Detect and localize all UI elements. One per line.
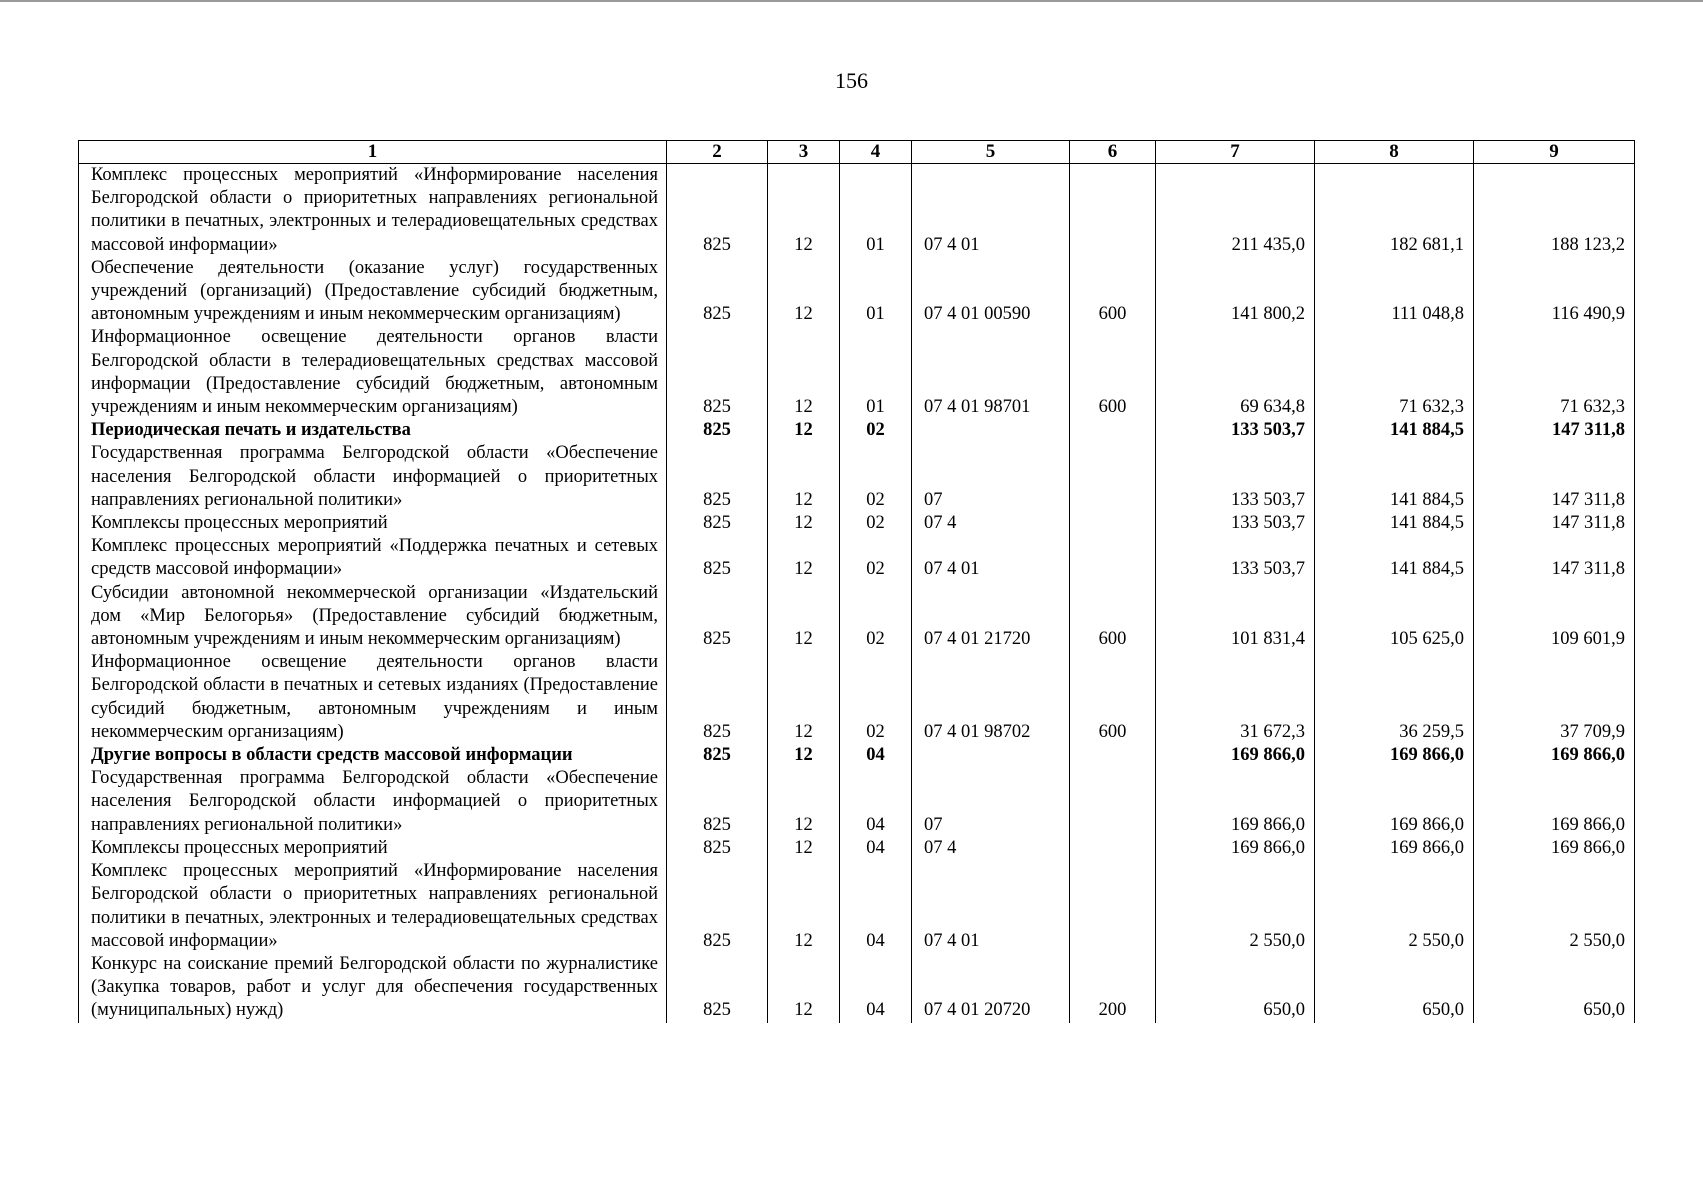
table-row: [79, 582, 1635, 652]
table-row: [79, 164, 1635, 257]
row-amount-col7-cell: 101 831,4: [1156, 582, 1315, 652]
row-target-article-cell: 07: [912, 442, 1070, 512]
row-amount-col7-cell: 133 503,7: [1156, 419, 1315, 442]
row-expense-type-cell: 600: [1070, 326, 1156, 419]
row-target-article-cell: 07: [912, 767, 1070, 837]
row-expense-type-cell: [1070, 419, 1156, 442]
row-section-cell: 12: [768, 326, 840, 419]
row-expense-type-cell: [1070, 860, 1156, 953]
row-amount-col8-cell: 36 259,5: [1315, 651, 1474, 744]
row-amount-col9-cell: 147 311,8: [1474, 535, 1635, 581]
row-section-cell: 12: [768, 767, 840, 837]
row-admin-code-cell: 825: [667, 860, 768, 953]
row-expense-type-cell: [1070, 837, 1156, 860]
column-header-5: 5: [912, 141, 1070, 164]
row-name-cell: Периодическая печать и издательства: [79, 419, 667, 442]
row-expense-type-cell: [1070, 767, 1156, 837]
row-subsection-cell: 04: [840, 953, 912, 1023]
row-subsection-cell: 02: [840, 512, 912, 535]
row-admin-code-cell: 825: [667, 512, 768, 535]
table-row: [79, 953, 1635, 1023]
row-amount-col9-cell: 2 550,0: [1474, 860, 1635, 953]
table-row: [79, 257, 1635, 327]
row-target-article-cell: 07 4: [912, 512, 1070, 535]
row-target-article-cell: [912, 419, 1070, 442]
row-subsection-cell: 04: [840, 860, 912, 953]
row-amount-col8-cell: 169 866,0: [1315, 767, 1474, 837]
row-amount-col7-cell: 141 800,2: [1156, 257, 1315, 327]
column-header-9: 9: [1474, 141, 1635, 164]
row-name-cell: Информационное освещение деятельности органов власти Белгородской области в печатных и сетевых изданиях (Предоставление субсидий бюджетным, автономным учреждениям и иным некоммерческим организациям): [79, 651, 667, 744]
table-row: [79, 744, 1635, 767]
row-subsection-cell: 04: [840, 767, 912, 837]
row-amount-col8-cell: 169 866,0: [1315, 837, 1474, 860]
column-header-1: 1: [79, 141, 667, 164]
table-row: [79, 535, 1635, 581]
row-amount-col9-cell: 147 311,8: [1474, 512, 1635, 535]
row-name-cell: Государственная программа Белгородской области «Обеспечение населения Белгородской области информацией о приоритетных направлениях региональной политики»: [79, 767, 667, 837]
row-amount-col8-cell: 2 550,0: [1315, 860, 1474, 953]
row-target-article-cell: 07 4 01 98701: [912, 326, 1070, 419]
row-name-cell: Обеспечение деятельности (оказание услуг) государственных учреждений (организаций) (Предоставление субсидий бюджетным, автономным учреждениям и иным некоммерческим организациям): [79, 257, 667, 327]
table-row: [79, 767, 1635, 837]
row-section-cell: 12: [768, 860, 840, 953]
row-amount-col9-cell: 71 632,3: [1474, 326, 1635, 419]
row-admin-code-cell: 825: [667, 257, 768, 327]
row-amount-col9-cell: 169 866,0: [1474, 837, 1635, 860]
row-amount-col8-cell: 141 884,5: [1315, 535, 1474, 581]
table-row: [79, 442, 1635, 512]
row-expense-type-cell: [1070, 512, 1156, 535]
row-amount-col8-cell: 71 632,3: [1315, 326, 1474, 419]
row-section-cell: 12: [768, 953, 840, 1023]
row-amount-col8-cell: 650,0: [1315, 953, 1474, 1023]
row-subsection-cell: 02: [840, 535, 912, 581]
row-amount-col8-cell: 111 048,8: [1315, 257, 1474, 327]
row-amount-col9-cell: 169 866,0: [1474, 744, 1635, 767]
row-section-cell: 12: [768, 535, 840, 581]
row-subsection-cell: 02: [840, 651, 912, 744]
row-amount-col9-cell: 109 601,9: [1474, 582, 1635, 652]
row-target-article-cell: 07 4 01 00590: [912, 257, 1070, 327]
row-amount-col7-cell: 650,0: [1156, 953, 1315, 1023]
row-amount-col7-cell: 211 435,0: [1156, 164, 1315, 257]
page-number: 156: [835, 68, 868, 93]
row-amount-col8-cell: 169 866,0: [1315, 744, 1474, 767]
row-name-cell: Комплекс процессных мероприятий «Информирование населения Белгородской области о приоритетных направлениях региональной политики в печатных, электронных и телерадиовещательных средствах массовой информации»: [79, 164, 667, 257]
row-section-cell: 12: [768, 837, 840, 860]
row-expense-type-cell: 600: [1070, 582, 1156, 652]
row-amount-col9-cell: 650,0: [1474, 953, 1635, 1023]
page-top-edge: [0, 0, 1703, 2]
row-target-article-cell: 07 4 01 98702: [912, 651, 1070, 744]
column-header-2: 2: [667, 141, 768, 164]
row-name-cell: Комплексы процессных мероприятий: [79, 837, 667, 860]
row-amount-col7-cell: 2 550,0: [1156, 860, 1315, 953]
row-amount-col8-cell: 105 625,0: [1315, 582, 1474, 652]
row-admin-code-cell: 825: [667, 582, 768, 652]
row-expense-type-cell: [1070, 442, 1156, 512]
row-target-article-cell: 07 4 01 20720: [912, 953, 1070, 1023]
row-admin-code-cell: 825: [667, 744, 768, 767]
row-section-cell: 12: [768, 164, 840, 257]
table-body: [79, 164, 1635, 1023]
row-admin-code-cell: 825: [667, 767, 768, 837]
row-amount-col9-cell: 116 490,9: [1474, 257, 1635, 327]
budget-table: [78, 140, 1635, 1023]
row-target-article-cell: [912, 744, 1070, 767]
row-amount-col9-cell: 37 709,9: [1474, 651, 1635, 744]
row-name-cell: Информационное освещение деятельности органов власти Белгородской области в телерадиовещательных средствах массовой информации (Предоставление субсидий бюджетным, автономным учреждениям и иным некоммерческим организациям): [79, 326, 667, 419]
row-amount-col7-cell: 31 672,3: [1156, 651, 1315, 744]
row-amount-col9-cell: 147 311,8: [1474, 442, 1635, 512]
row-target-article-cell: 07 4 01 21720: [912, 582, 1070, 652]
row-admin-code-cell: 825: [667, 837, 768, 860]
table-header: [79, 141, 1635, 164]
row-amount-col7-cell: 133 503,7: [1156, 442, 1315, 512]
row-amount-col8-cell: 141 884,5: [1315, 419, 1474, 442]
row-amount-col9-cell: 147 311,8: [1474, 419, 1635, 442]
row-name-cell: Комплексы процессных мероприятий: [79, 512, 667, 535]
table-row: [79, 326, 1635, 419]
row-target-article-cell: 07 4 01: [912, 535, 1070, 581]
row-amount-col8-cell: 141 884,5: [1315, 512, 1474, 535]
column-header-8: 8: [1315, 141, 1474, 164]
column-header-4: 4: [840, 141, 912, 164]
row-amount-col9-cell: 188 123,2: [1474, 164, 1635, 257]
row-name-cell: Субсидии автономной некоммерческой организации «Издательский дом «Мир Белогорья» (Предоставление субсидий бюджетным, автономным учреждениям и иным некоммерческим организациям): [79, 582, 667, 652]
row-name-cell: Государственная программа Белгородской области «Обеспечение населения Белгородской области информацией о приоритетных направлениях региональной политики»: [79, 442, 667, 512]
table-row: [79, 419, 1635, 442]
row-name-cell: Конкурс на соискание премий Белгородской области по журналистике (Закупка товаров, работ и услуг для обеспечения государственных (муниципальных) нужд): [79, 953, 667, 1023]
row-subsection-cell: 01: [840, 257, 912, 327]
table-row: [79, 860, 1635, 953]
row-admin-code-cell: 825: [667, 326, 768, 419]
table-row: [79, 512, 1635, 535]
row-subsection-cell: 04: [840, 837, 912, 860]
row-subsection-cell: 02: [840, 419, 912, 442]
row-admin-code-cell: 825: [667, 535, 768, 581]
row-amount-col7-cell: 169 866,0: [1156, 744, 1315, 767]
row-amount-col7-cell: 133 503,7: [1156, 512, 1315, 535]
row-subsection-cell: 02: [840, 442, 912, 512]
row-amount-col8-cell: 182 681,1: [1315, 164, 1474, 257]
row-admin-code-cell: 825: [667, 164, 768, 257]
row-name-cell: Комплекс процессных мероприятий «Информирование населения Белгородской области о приоритетных направлениях региональной политики в печатных, электронных и телерадиовещательных средствах массовой информации»: [79, 860, 667, 953]
row-target-article-cell: 07 4 01: [912, 164, 1070, 257]
row-name-cell: Комплекс процессных мероприятий «Поддержка печатных и сетевых средств массовой информации»: [79, 535, 667, 581]
row-amount-col9-cell: 169 866,0: [1474, 767, 1635, 837]
table-row: [79, 837, 1635, 860]
row-subsection-cell: 02: [840, 582, 912, 652]
row-target-article-cell: 07 4 01: [912, 860, 1070, 953]
row-amount-col7-cell: 69 634,8: [1156, 326, 1315, 419]
row-expense-type-cell: 600: [1070, 651, 1156, 744]
header-row: [79, 141, 1635, 164]
column-header-7: 7: [1156, 141, 1315, 164]
row-admin-code-cell: 825: [667, 442, 768, 512]
row-admin-code-cell: 825: [667, 953, 768, 1023]
row-expense-type-cell: [1070, 744, 1156, 767]
row-section-cell: 12: [768, 257, 840, 327]
column-header-3: 3: [768, 141, 840, 164]
row-target-article-cell: 07 4: [912, 837, 1070, 860]
row-subsection-cell: 01: [840, 326, 912, 419]
row-section-cell: 12: [768, 651, 840, 744]
row-section-cell: 12: [768, 512, 840, 535]
row-amount-col7-cell: 169 866,0: [1156, 837, 1315, 860]
table-row: [79, 651, 1635, 744]
row-name-cell: Другие вопросы в области средств массовой информации: [79, 744, 667, 767]
row-amount-col7-cell: 133 503,7: [1156, 535, 1315, 581]
column-header-6: 6: [1070, 141, 1156, 164]
row-section-cell: 12: [768, 419, 840, 442]
row-amount-col8-cell: 141 884,5: [1315, 442, 1474, 512]
row-section-cell: 12: [768, 744, 840, 767]
row-section-cell: 12: [768, 582, 840, 652]
row-expense-type-cell: [1070, 164, 1156, 257]
row-expense-type-cell: [1070, 535, 1156, 581]
row-admin-code-cell: 825: [667, 419, 768, 442]
row-admin-code-cell: 825: [667, 651, 768, 744]
row-expense-type-cell: 600: [1070, 257, 1156, 327]
row-section-cell: 12: [768, 442, 840, 512]
row-subsection-cell: 04: [840, 744, 912, 767]
row-amount-col7-cell: 169 866,0: [1156, 767, 1315, 837]
row-subsection-cell: 01: [840, 164, 912, 257]
row-expense-type-cell: 200: [1070, 953, 1156, 1023]
